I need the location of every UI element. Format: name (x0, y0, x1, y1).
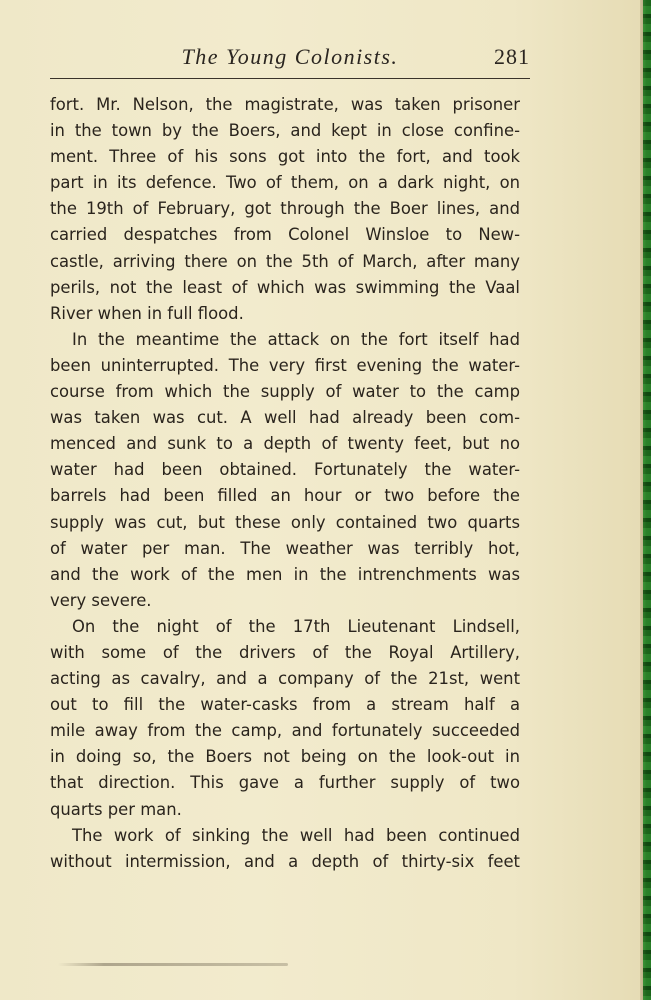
text-line: acting as cavalry, and a company of the 21st, went (50, 669, 520, 689)
header-rule (50, 78, 530, 79)
paragraph-start-line: In the meantime the attack on the fort itself had (72, 329, 520, 349)
text-line: menced and sunk to a depth of twenty feet, but no (50, 434, 520, 454)
text-line: part in its defence. Two of them, on a dark night, on (50, 173, 520, 193)
text-line: in doing so, the Boers not being on the look-out in (50, 747, 520, 767)
text-line: without intermission, and a depth of thirty-six feet (50, 851, 520, 871)
text-line: that direction. This gave a further supply of two (50, 773, 520, 793)
text-line: perils, not the least of which was swimming the Vaal (50, 277, 520, 297)
text-line: course from which the supply of water to the camp (50, 382, 520, 402)
body-text (50, 92, 520, 875)
text-line: in the town by the Boers, and kept in close confine- (50, 121, 520, 141)
text-line: supply was cut, but these only contained two quarts (50, 512, 520, 532)
text-line: very severe. (50, 590, 152, 610)
text-line: castle, arriving there on the 5th of March, after many (50, 251, 520, 271)
text-line: of water per man. The weather was terribly hot, (50, 538, 520, 558)
text-line: River when in full flood. (50, 303, 244, 323)
running-head (50, 44, 530, 74)
text-line: barrels had been filled an hour or two before the (50, 486, 520, 506)
text-line: the 19th of February, got through the Boer lines, and (50, 199, 520, 219)
text-line: quarts per man. (50, 799, 182, 819)
cover-edge-strip (643, 0, 651, 1000)
text-line: ment. Three of his sons got into the fort, and took (50, 147, 520, 167)
text-line: was taken was cut. A well had already been com- (50, 408, 520, 428)
page-smudge (58, 963, 288, 966)
text-line: out to fill the water-casks from a stream half a (50, 695, 520, 715)
page-number: 281 (494, 44, 530, 69)
text-line: with some of the drivers of the Royal Artillery, (50, 642, 520, 662)
paragraph-start-line: On the night of the 17th Lieutenant Lindsell, (72, 616, 520, 636)
text-line: water had been obtained. Fortunately the water- (50, 460, 520, 480)
paragraph-start-line: The work of sinking the well had been continued (72, 825, 520, 845)
text-line: carried despatches from Colonel Winsloe to New- (50, 225, 520, 245)
text-line: mile away from the camp, and fortunately succeeded (50, 721, 520, 741)
text-line: been uninterrupted. The very first evening the water- (50, 355, 520, 375)
running-title: The Young Colonists. (181, 44, 399, 69)
text-line: fort. Mr. Nelson, the magistrate, was taken prisoner (50, 95, 520, 114)
text-line: and the work of the men in the intrenchments was (50, 564, 520, 584)
